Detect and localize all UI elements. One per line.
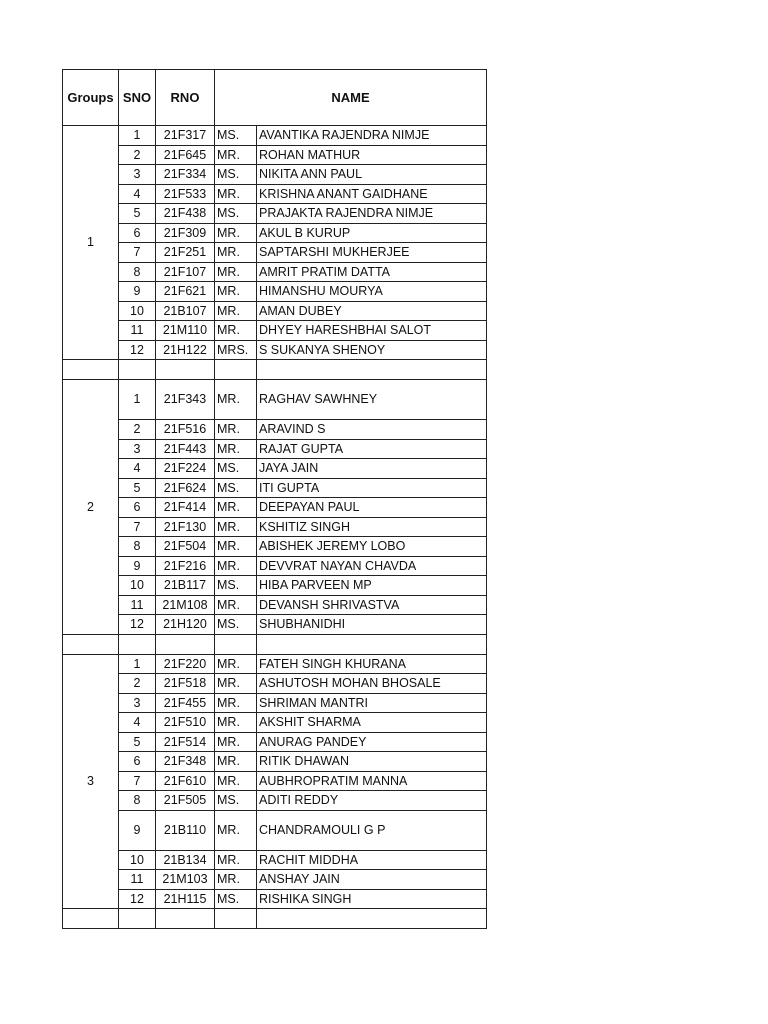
group-number: 3 [63,654,119,909]
title-cell: MR. [215,498,257,518]
serial-number-cell: 8 [119,791,156,811]
roll-number-cell: 21F624 [156,478,215,498]
student-name-cell: AMAN DUBEY [257,301,487,321]
table-row [63,204,487,224]
roll-number-cell: 21F216 [156,556,215,576]
student-name-cell: JAYA JAIN [257,459,487,479]
table-row [63,223,487,243]
spacer-row [63,360,487,380]
empty-cell [257,360,487,380]
serial-number-cell: 12 [119,889,156,909]
roll-number-cell: 21M103 [156,870,215,890]
roll-number-cell: 21F533 [156,184,215,204]
serial-number-cell: 9 [119,282,156,302]
roll-number-cell: 21F309 [156,223,215,243]
roll-number-cell: 21B134 [156,850,215,870]
student-name-cell: ANURAG PANDEY [257,732,487,752]
serial-number-cell: 7 [119,517,156,537]
student-name-cell: FATEH SINGH KHURANA [257,654,487,674]
title-cell: MR. [215,771,257,791]
title-cell: MS. [215,165,257,185]
table-row [63,537,487,557]
student-name-cell: ANSHAY JAIN [257,870,487,890]
student-name-cell: SHRIMAN MANTRI [257,693,487,713]
serial-number-cell: 12 [119,340,156,360]
serial-number-cell: 6 [119,498,156,518]
serial-number-cell: 5 [119,478,156,498]
group-number: 2 [63,380,119,635]
title-cell: MR. [215,752,257,772]
student-name-cell: SAPTARSHI MUKHERJEE [257,243,487,263]
roll-number-cell: 21H120 [156,615,215,635]
title-cell: MR. [215,654,257,674]
student-name-cell: ROHAN MATHUR [257,145,487,165]
serial-number-cell: 10 [119,576,156,596]
student-name-cell: RAJAT GUPTA [257,439,487,459]
empty-cell [63,360,119,380]
title-cell: MRS. [215,340,257,360]
header-row [63,70,487,126]
header-sno: SNO [119,70,156,126]
title-cell: MR. [215,380,257,420]
header-name: NAME [215,70,487,126]
student-name-cell: AVANTIKA RAJENDRA NIMJE [257,126,487,146]
roll-number-cell: 21B110 [156,810,215,850]
table-row [63,752,487,772]
title-cell: MR. [215,850,257,870]
title-cell: MR. [215,517,257,537]
serial-number-cell: 5 [119,204,156,224]
title-cell: MR. [215,243,257,263]
roll-number-cell: 21B117 [156,576,215,596]
serial-number-cell: 11 [119,595,156,615]
student-name-cell: AUBHROPRATIM MANNA [257,771,487,791]
roll-number-cell: 21F516 [156,420,215,440]
title-cell: MS. [215,126,257,146]
student-name-cell: RACHIT MIDDHA [257,850,487,870]
serial-number-cell: 1 [119,380,156,420]
serial-number-cell: 1 [119,126,156,146]
empty-cell [215,909,257,929]
table-row [63,439,487,459]
title-cell: MS. [215,204,257,224]
empty-cell [63,909,119,929]
title-cell: MR. [215,262,257,282]
table-row [63,556,487,576]
title-cell: MR. [215,732,257,752]
table-row [63,243,487,263]
roll-number-cell: 21F224 [156,459,215,479]
empty-cell [156,360,215,380]
title-cell: MR. [215,282,257,302]
serial-number-cell: 3 [119,439,156,459]
student-name-cell: ADITI REDDY [257,791,487,811]
roll-number-cell: 21H115 [156,889,215,909]
group-number: 1 [63,126,119,360]
title-cell: MS. [215,478,257,498]
student-name-cell: NIKITA ANN PAUL [257,165,487,185]
empty-cell [119,360,156,380]
title-cell: MR. [215,556,257,576]
table-row [63,262,487,282]
roll-number-cell: 21F251 [156,243,215,263]
title-cell: MR. [215,184,257,204]
serial-number-cell: 8 [119,537,156,557]
table-row [63,771,487,791]
table-row [63,478,487,498]
empty-cell [215,634,257,654]
roll-number-cell: 21F518 [156,674,215,694]
student-name-cell: ARAVIND S [257,420,487,440]
title-cell: MR. [215,693,257,713]
serial-number-cell: 10 [119,301,156,321]
student-name-cell: CHANDRAMOULI G P [257,810,487,850]
empty-cell [119,634,156,654]
table-row [63,301,487,321]
title-cell: MR. [215,321,257,341]
table-row [63,732,487,752]
title-cell: MR. [215,713,257,733]
roll-number-cell: 21F505 [156,791,215,811]
student-name-cell: DEVVRAT NAYAN CHAVDA [257,556,487,576]
student-name-cell: AMRIT PRATIM DATTA [257,262,487,282]
table-row [63,459,487,479]
student-name-cell: ASHUTOSH MOHAN BHOSALE [257,674,487,694]
table-row [63,184,487,204]
serial-number-cell: 3 [119,165,156,185]
serial-number-cell: 5 [119,732,156,752]
table-row [63,145,487,165]
roll-number-cell: 21F220 [156,654,215,674]
student-name-cell: DEEPAYAN PAUL [257,498,487,518]
table-row [63,498,487,518]
student-name-cell: SHUBHANIDHI [257,615,487,635]
student-name-cell: KSHITIZ SINGH [257,517,487,537]
table-row [63,517,487,537]
roll-number-cell: 21F438 [156,204,215,224]
student-name-cell: ITI GUPTA [257,478,487,498]
empty-cell [156,909,215,929]
student-name-cell: DHYEY HARESHBHAI SALOT [257,321,487,341]
serial-number-cell: 2 [119,145,156,165]
serial-number-cell: 4 [119,184,156,204]
serial-number-cell: 9 [119,556,156,576]
empty-cell [63,634,119,654]
table-row [63,282,487,302]
roll-number-cell: 21F107 [156,262,215,282]
student-name-cell: AKUL B KURUP [257,223,487,243]
spacer-row [63,909,487,929]
roster-body [63,126,487,929]
title-cell: MS. [215,615,257,635]
title-cell: MR. [215,870,257,890]
serial-number-cell: 7 [119,771,156,791]
empty-cell [257,909,487,929]
table-row [63,595,487,615]
empty-cell [215,360,257,380]
table-row [63,576,487,596]
title-cell: MR. [215,223,257,243]
title-cell: MR. [215,301,257,321]
student-name-cell: RAGHAV SAWHNEY [257,380,487,420]
student-name-cell: HIMANSHU MOURYA [257,282,487,302]
serial-number-cell: 2 [119,674,156,694]
title-cell: MR. [215,145,257,165]
serial-number-cell: 3 [119,693,156,713]
student-name-cell: RITIK DHAWAN [257,752,487,772]
serial-number-cell: 12 [119,615,156,635]
empty-cell [257,634,487,654]
table-row [63,810,487,850]
serial-number-cell: 11 [119,321,156,341]
table-row [63,791,487,811]
table-row [63,615,487,635]
table-row [63,889,487,909]
student-name-cell: PRAJAKTA RAJENDRA NIMJE [257,204,487,224]
student-name-cell: ABISHEK JEREMY LOBO [257,537,487,557]
table-row [63,693,487,713]
table-row [63,340,487,360]
table-row [63,654,487,674]
roll-number-cell: 21F348 [156,752,215,772]
title-cell: MR. [215,810,257,850]
roll-number-cell: 21F455 [156,693,215,713]
table-row [63,713,487,733]
empty-cell [119,909,156,929]
roll-number-cell: 21F343 [156,380,215,420]
title-cell: MR. [215,537,257,557]
roll-number-cell: 21F504 [156,537,215,557]
roll-number-cell: 21F645 [156,145,215,165]
roll-number-cell: 21F130 [156,517,215,537]
roll-number-cell: 21M108 [156,595,215,615]
title-cell: MS. [215,889,257,909]
table-row [63,165,487,185]
roll-number-cell: 21F510 [156,713,215,733]
table-row [63,380,487,420]
table-row [63,126,487,146]
student-name-cell: KRISHNA ANANT GAIDHANE [257,184,487,204]
title-cell: MR. [215,420,257,440]
roll-number-cell: 21B107 [156,301,215,321]
roll-number-cell: 21F443 [156,439,215,459]
serial-number-cell: 2 [119,420,156,440]
roll-number-cell: 21F414 [156,498,215,518]
student-name-cell: HIBA PARVEEN MP [257,576,487,596]
title-cell: MR. [215,595,257,615]
student-name-cell: DEVANSH SHRIVASTVA [257,595,487,615]
serial-number-cell: 7 [119,243,156,263]
roll-number-cell: 21F610 [156,771,215,791]
student-name-cell: S SUKANYA SHENOY [257,340,487,360]
title-cell: MS. [215,576,257,596]
serial-number-cell: 6 [119,752,156,772]
title-cell: MR. [215,674,257,694]
table-row [63,420,487,440]
serial-number-cell: 6 [119,223,156,243]
title-cell: MR. [215,439,257,459]
roll-number-cell: 21F317 [156,126,215,146]
table-row [63,850,487,870]
table-row [63,870,487,890]
serial-number-cell: 10 [119,850,156,870]
header-rno: RNO [156,70,215,126]
title-cell: MS. [215,459,257,479]
spacer-row [63,634,487,654]
roll-number-cell: 21F621 [156,282,215,302]
table-row [63,321,487,341]
roll-number-cell: 21F514 [156,732,215,752]
serial-number-cell: 4 [119,459,156,479]
serial-number-cell: 8 [119,262,156,282]
serial-number-cell: 11 [119,870,156,890]
student-name-cell: RISHIKA SINGH [257,889,487,909]
serial-number-cell: 1 [119,654,156,674]
empty-cell [156,634,215,654]
roll-number-cell: 21F334 [156,165,215,185]
roll-number-cell: 21M110 [156,321,215,341]
group-roster-table [62,69,487,929]
serial-number-cell: 4 [119,713,156,733]
header-groups: Groups [63,70,119,126]
serial-number-cell: 9 [119,810,156,850]
student-name-cell: AKSHIT SHARMA [257,713,487,733]
title-cell: MS. [215,791,257,811]
roll-number-cell: 21H122 [156,340,215,360]
table-row [63,674,487,694]
